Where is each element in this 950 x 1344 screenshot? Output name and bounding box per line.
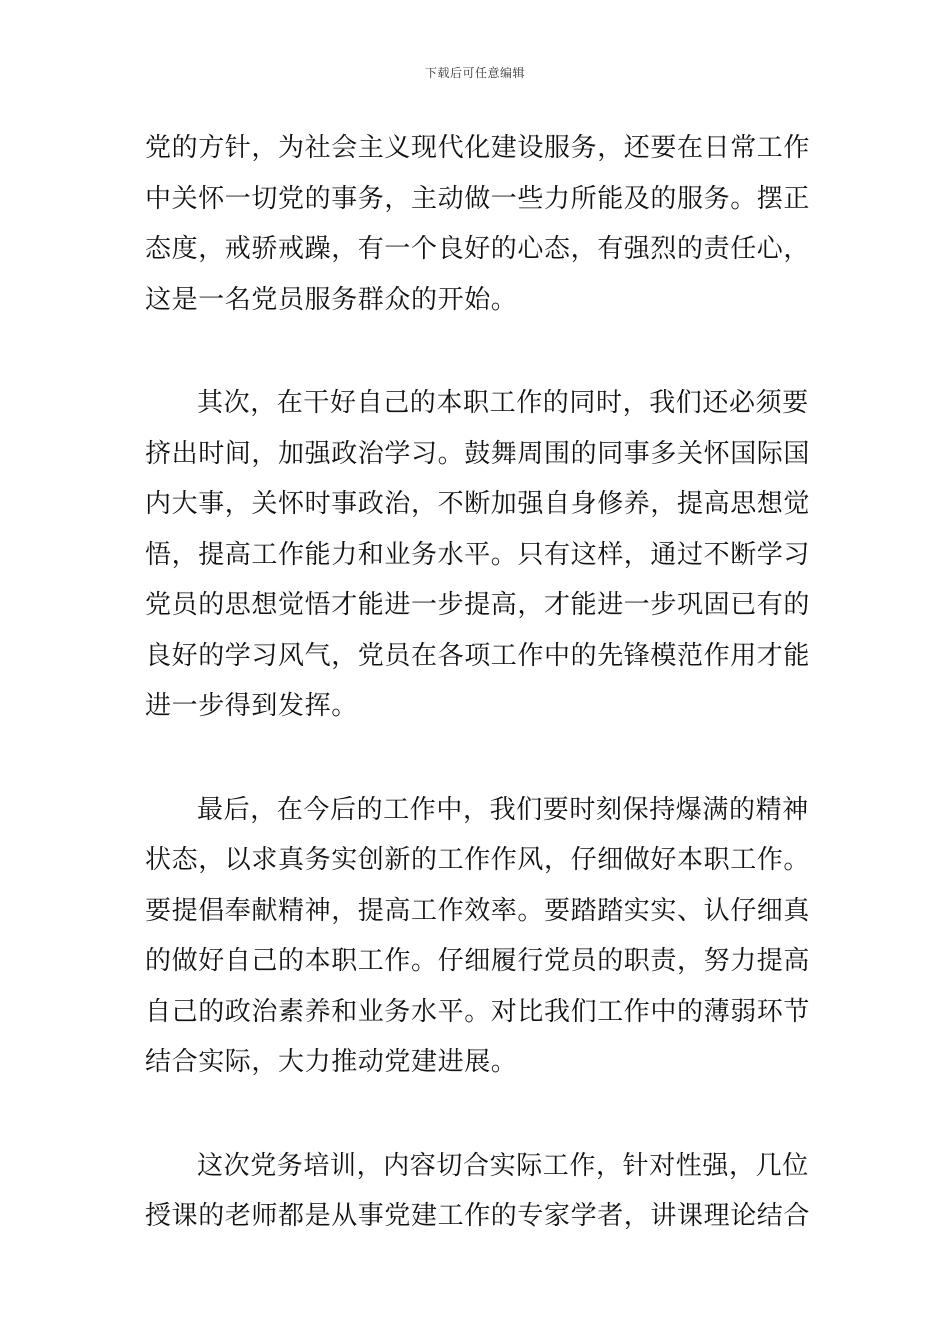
paragraph-line: 这是一名党员服务群众的开始。 bbox=[145, 284, 518, 315]
paragraph-line: 中关怀一切党的事务，主动做一些力所能及的服务。摆正 bbox=[145, 183, 811, 214]
paragraph-line: 党的方针，为社会主义现代化建设服务，还要在日常工作 bbox=[145, 133, 811, 163]
paragraph-line: 其次，在干好自己的本职工作的同时，我们还必须要 bbox=[197, 388, 809, 418]
paragraph-line: 的做好自己的本职工作。仔细履行党员的职责，努力提高 bbox=[145, 946, 811, 976]
paragraph-line: 这次党务培训，内容切合实际工作，针对性强，几位 bbox=[197, 1150, 809, 1181]
document-body bbox=[145, 123, 811, 1295]
paragraph-3 bbox=[145, 785, 811, 1088]
paragraph-line: 最后，在今后的工作中，我们要时刻保持爆满的精神 bbox=[197, 794, 809, 825]
paragraph-line: 良好的学习风气，党员在各项工作中的先锋模范作用才能 bbox=[145, 640, 811, 671]
paragraph-line: 态度，戒骄戒躁，有一个良好的心态，有强烈的责任心， bbox=[145, 234, 811, 264]
paragraph-line: 内大事，关怀时事政治，不断加强自身修养，提高思想觉 bbox=[145, 489, 811, 519]
paragraph-line: 进一步得到发挥。 bbox=[145, 691, 358, 721]
paragraph-line: 结合实际，大力推动党建进展。 bbox=[145, 1047, 518, 1077]
paragraph-line: 党员的思想觉悟才能进一步提高，才能进一步巩固已有的 bbox=[145, 590, 811, 620]
paragraph-line: 挤出时间，加强政治学习。鼓舞周围的同事多关怀国际国 bbox=[145, 438, 811, 469]
paragraph-4 bbox=[145, 1141, 811, 1242]
paragraph-line: 悟，提高工作能力和业务水平。只有这样，通过不断学习 bbox=[145, 539, 811, 570]
page-header: 下载后可任意编辑 bbox=[424, 66, 525, 80]
paragraph-line: 自己的政治素养和业务水平。对比我们工作中的薄弱环节 bbox=[145, 996, 811, 1027]
paragraph-line: 授课的老师都是从事党建工作的专家学者，讲课理论结合 bbox=[145, 1201, 811, 1231]
paragraph-1 bbox=[145, 123, 811, 325]
paragraph-line: 状态，以求真务实创新的工作作风，仔细做好本职工作。 bbox=[145, 845, 811, 875]
paragraph-2 bbox=[145, 378, 811, 732]
paragraph-line: 要提倡奉献精神，提高工作效率。要踏踏实实、认仔细真 bbox=[145, 895, 811, 926]
